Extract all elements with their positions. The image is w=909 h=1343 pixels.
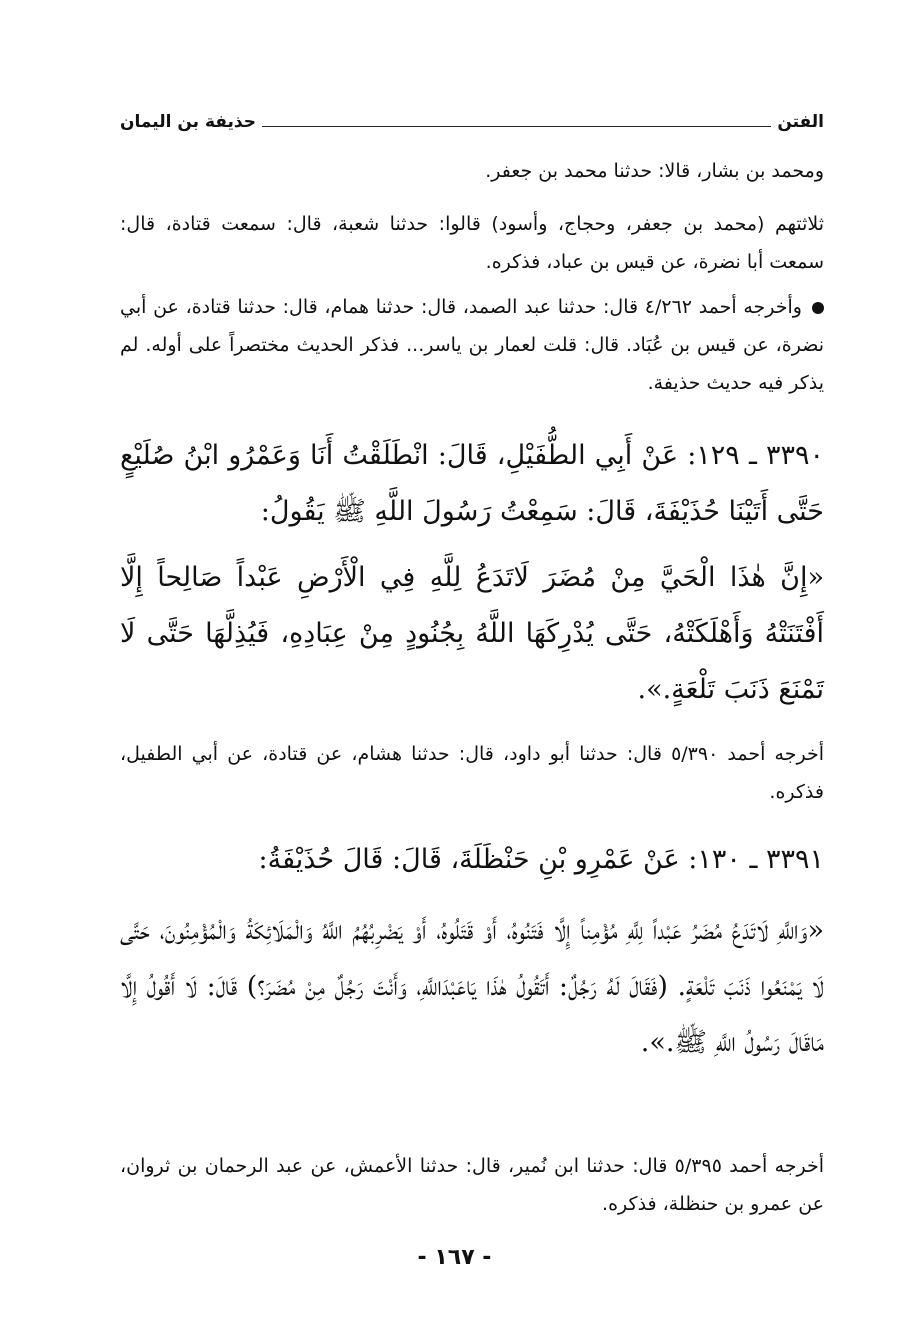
header-chapter: حذيفة بن اليمان (120, 112, 256, 132)
page-number: - ١٦٧ - (417, 1245, 492, 1270)
paragraph-p3-container (120, 288, 824, 402)
paragraph-p1: ومحمد بن بشار، قالا: حدثنا محمد بن جعفر. (485, 160, 824, 182)
bullet-icon (812, 302, 824, 314)
hadith-3390-text: «إِنَّ هٰذَا الْحَيَّ مِنْ مُضَرَ لَاتَدَعُ لِلَّهِ فِي الْأَرْضِ عَبْداً صَالِحاً إِلَّا أَفْتَنَتْهُ وَأَهْلَكَتْهُ، حَتَّى يُدْرِكَهَا اللَّهُ بِجُنُودٍ مِنْ عِبَادِهِ، فَيُذِلَّهَا حَتَّى لَا تَمْنَعَ ذَنَبَ تَلْعَةٍ.». (120, 562, 824, 705)
hadith-3390-heading: ٣٣٩٠ ـ ١٢٩: عَنْ أَبِي الطُّفَيْلِ، قَالَ: انْطَلَقْتُ أَنَا وَعَمْرُو ابْنُ صُلَيْعٍ حَتَّى أَتَيْنَا حُذَيْفَةَ، قَالَ: سَمِعْتُ رَسُولَ اللَّهِ ﷺ يَقُولُ: (120, 440, 824, 527)
paragraph-p2: ثلاثتهم (محمد بن جعفر، وحجاج، وأسود) قالوا: حدثنا شعبة، قال: سمعت قتادة، قال: سمعت أبا نضرة، عن قيس بن عباد، فذكره. (120, 213, 824, 273)
hadith-3390-takhrij: أخرجه أحمد ٥/٣٩٠ قال: حدثنا أبو داود، قال: حدثنا هشام، عن قتادة، عن أبي الطفيل، فذكره. (120, 743, 824, 803)
hadith-3391-takhrij: أخرجه أحمد ٥/٣٩٥ قال: حدثنا ابن نُمير، قال: حدثنا الأعمش، عن عبد الرحمان بن ثروان، عن عمرو بن حنظلة، فذكره. (120, 1155, 825, 1215)
header-section: الفتن (777, 112, 824, 132)
hadith-3391-heading: ٣٣٩١ ـ ١٣٠: عَنْ عَمْرِو بْنِ حَنْظَلَةَ، قَالَ: قَالَ حُذَيْفَةُ: (258, 844, 824, 875)
paragraph-p3: وأخرجه أحمد ٤/٢٦٢ قال: حدثنا عبد الصمد، قال: حدثنا همام، قال: حدثنا قتادة، عن أبي نضرة، عن قيس بن عُبَاد. قال: قلت لعمار بن ياسر... فذكر الحديث مختصراً على أوله. لم يذكر فيه حديث حذيفة. (120, 296, 824, 394)
header-rule (262, 126, 771, 127)
running-header (120, 98, 824, 132)
hadith-3391-text: «وَاللَّهِ لَاتَدَعُ مُضَرُ عَبْداً لِلَّهِ مُؤْمِناً إِلَّا فَتَنُوهُ، أَوْ قَتَلُوهُ، أَوْ يَضْرِبُهُمُ اللَّهُ وَالْمَلَائِكَةُ وَالْمُؤْمِنُونَ، حَتَّى لَا يَمْنَعُوا ذَنَبَ تَلْعَةٍ. (فَقَالَ لَهُ رَجُلٌ: أَتَقُولُ هٰذَا يَاعَبْدَاللَّهِ، وَأَنْتَ رَجُلٌ مِنْ مُضَرَ؟) قَالَ: لَا أَقُولُ إِلَّا مَاقَالَ رَسُولُ اللَّهِ ﷺ.». (120, 915, 824, 1058)
